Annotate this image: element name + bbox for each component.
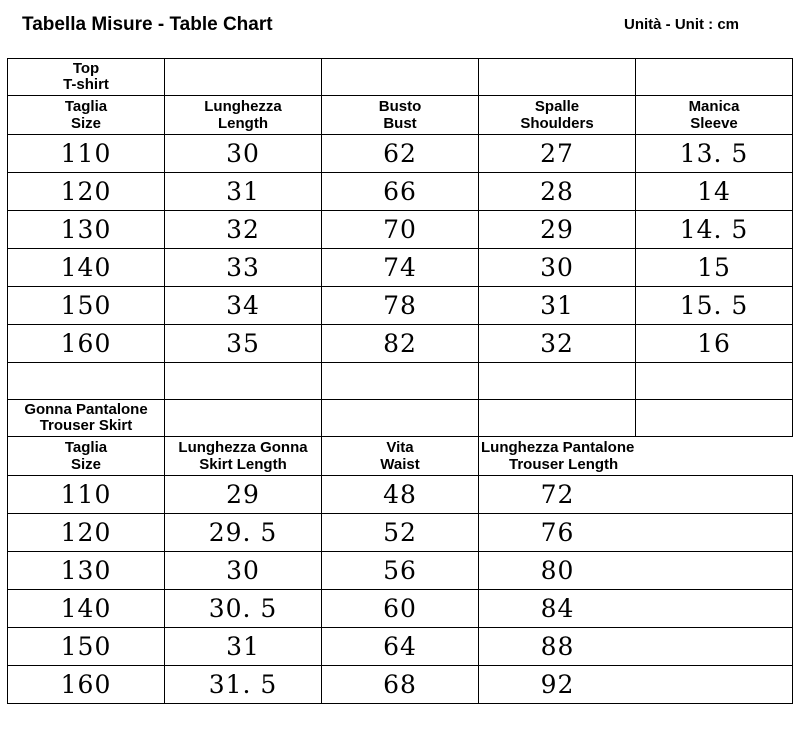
table-cell: 62 <box>322 135 479 173</box>
top-section-label <box>8 59 165 96</box>
table-cell: 72 <box>479 476 793 514</box>
empty-cell <box>165 59 322 96</box>
empty-cell <box>8 363 165 400</box>
empty-cell <box>322 59 479 96</box>
table-cell: 16 <box>636 325 793 363</box>
table-cell: 48 <box>322 476 479 514</box>
table-cell: 33 <box>165 249 322 287</box>
table-cell: 140 <box>8 249 165 287</box>
header-size: Taglia Size <box>8 437 165 476</box>
table-row <box>8 135 793 173</box>
table-cell: 120 <box>8 173 165 211</box>
empty-cell <box>165 363 322 400</box>
header-sleeve: Manica Sleeve <box>636 96 793 135</box>
table-row <box>8 514 793 552</box>
table-cell: 32 <box>479 325 636 363</box>
top-label-en: T-shirt <box>63 76 109 93</box>
header-bust: Busto Bust <box>322 96 479 135</box>
table-cell: 68 <box>322 666 479 704</box>
header-waist: Vita Waist <box>322 437 479 476</box>
table-cell: 14. 5 <box>636 211 793 249</box>
empty-cell <box>636 59 793 96</box>
table-cell: 74 <box>322 249 479 287</box>
bottom-section-label-row <box>8 400 793 437</box>
table-cell: 35 <box>165 325 322 363</box>
table-cell: 92 <box>479 666 793 704</box>
table-cell: 31 <box>165 628 322 666</box>
table-cell: 34 <box>165 287 322 325</box>
table-cell: 30 <box>479 249 636 287</box>
table-cell: 32 <box>165 211 322 249</box>
table-cell: 150 <box>8 287 165 325</box>
spacer-row <box>8 363 793 400</box>
table-cell: 130 <box>8 552 165 590</box>
header-size: Taglia Size <box>8 96 165 135</box>
page-title: Tabella Misure - Table Chart <box>22 14 273 35</box>
table-cell: 28 <box>479 173 636 211</box>
table-cell: 82 <box>322 325 479 363</box>
table-row <box>8 325 793 363</box>
header-shoulders: Spalle Shoulders <box>479 96 636 135</box>
table-cell: 140 <box>8 590 165 628</box>
empty-cell <box>479 400 636 437</box>
table-cell: 56 <box>322 552 479 590</box>
table-cell: 76 <box>479 514 793 552</box>
empty-cell <box>636 400 793 437</box>
table-cell: 31. 5 <box>165 666 322 704</box>
empty-cell <box>165 400 322 437</box>
table-cell: 130 <box>8 211 165 249</box>
table-row <box>8 287 793 325</box>
table-cell: 66 <box>322 173 479 211</box>
table-cell: 29 <box>479 211 636 249</box>
table-cell: 15. 5 <box>636 287 793 325</box>
table-cell: 31 <box>479 287 636 325</box>
table-cell: 160 <box>8 666 165 704</box>
table-cell: 15 <box>636 249 793 287</box>
table-cell: 14 <box>636 173 793 211</box>
table-cell: 150 <box>8 628 165 666</box>
size-table <box>7 58 793 704</box>
table-cell: 30. 5 <box>165 590 322 628</box>
table-cell: 88 <box>479 628 793 666</box>
table-cell: 29 <box>165 476 322 514</box>
table-cell: 60 <box>322 590 479 628</box>
bottom-label-it: Gonna Pantalone <box>24 401 148 418</box>
table-cell: 78 <box>322 287 479 325</box>
header-skirt-length: Lunghezza Gonna Skirt Length <box>165 437 322 476</box>
table-cell: 110 <box>8 476 165 514</box>
top-header-row <box>8 96 793 135</box>
table-cell: 160 <box>8 325 165 363</box>
empty-cell <box>479 59 636 96</box>
table-row <box>8 628 793 666</box>
table-cell: 52 <box>322 514 479 552</box>
table-row <box>8 249 793 287</box>
bottom-label-en: Trouser Skirt <box>39 417 133 434</box>
top-section-label-row <box>8 59 793 96</box>
top-label-it: Top <box>72 60 100 77</box>
table-cell: 31 <box>165 173 322 211</box>
table-cell: 120 <box>8 514 165 552</box>
empty-cell <box>479 363 636 400</box>
table-cell: 27 <box>479 135 636 173</box>
table-cell: 84 <box>479 590 793 628</box>
bottom-header-row <box>8 437 793 476</box>
table-cell: 13. 5 <box>636 135 793 173</box>
table-row <box>8 173 793 211</box>
unit-label: Unità - Unit : cm <box>624 16 739 33</box>
empty-cell <box>636 363 793 400</box>
empty-cell <box>322 363 479 400</box>
table-cell: 70 <box>322 211 479 249</box>
table-row <box>8 590 793 628</box>
table-row <box>8 476 793 514</box>
table-cell: 29. 5 <box>165 514 322 552</box>
header-trouser-length: Lunghezza Pantalone Trouser Length <box>479 437 793 476</box>
header-length: Lunghezza Length <box>165 96 322 135</box>
table-row <box>8 552 793 590</box>
table-cell: 64 <box>322 628 479 666</box>
table-cell: 30 <box>165 135 322 173</box>
table-cell: 110 <box>8 135 165 173</box>
empty-cell <box>322 400 479 437</box>
table-cell: 30 <box>165 552 322 590</box>
table-row <box>8 211 793 249</box>
table-cell: 80 <box>479 552 793 590</box>
table-row <box>8 666 793 704</box>
bottom-section-label <box>8 400 165 437</box>
